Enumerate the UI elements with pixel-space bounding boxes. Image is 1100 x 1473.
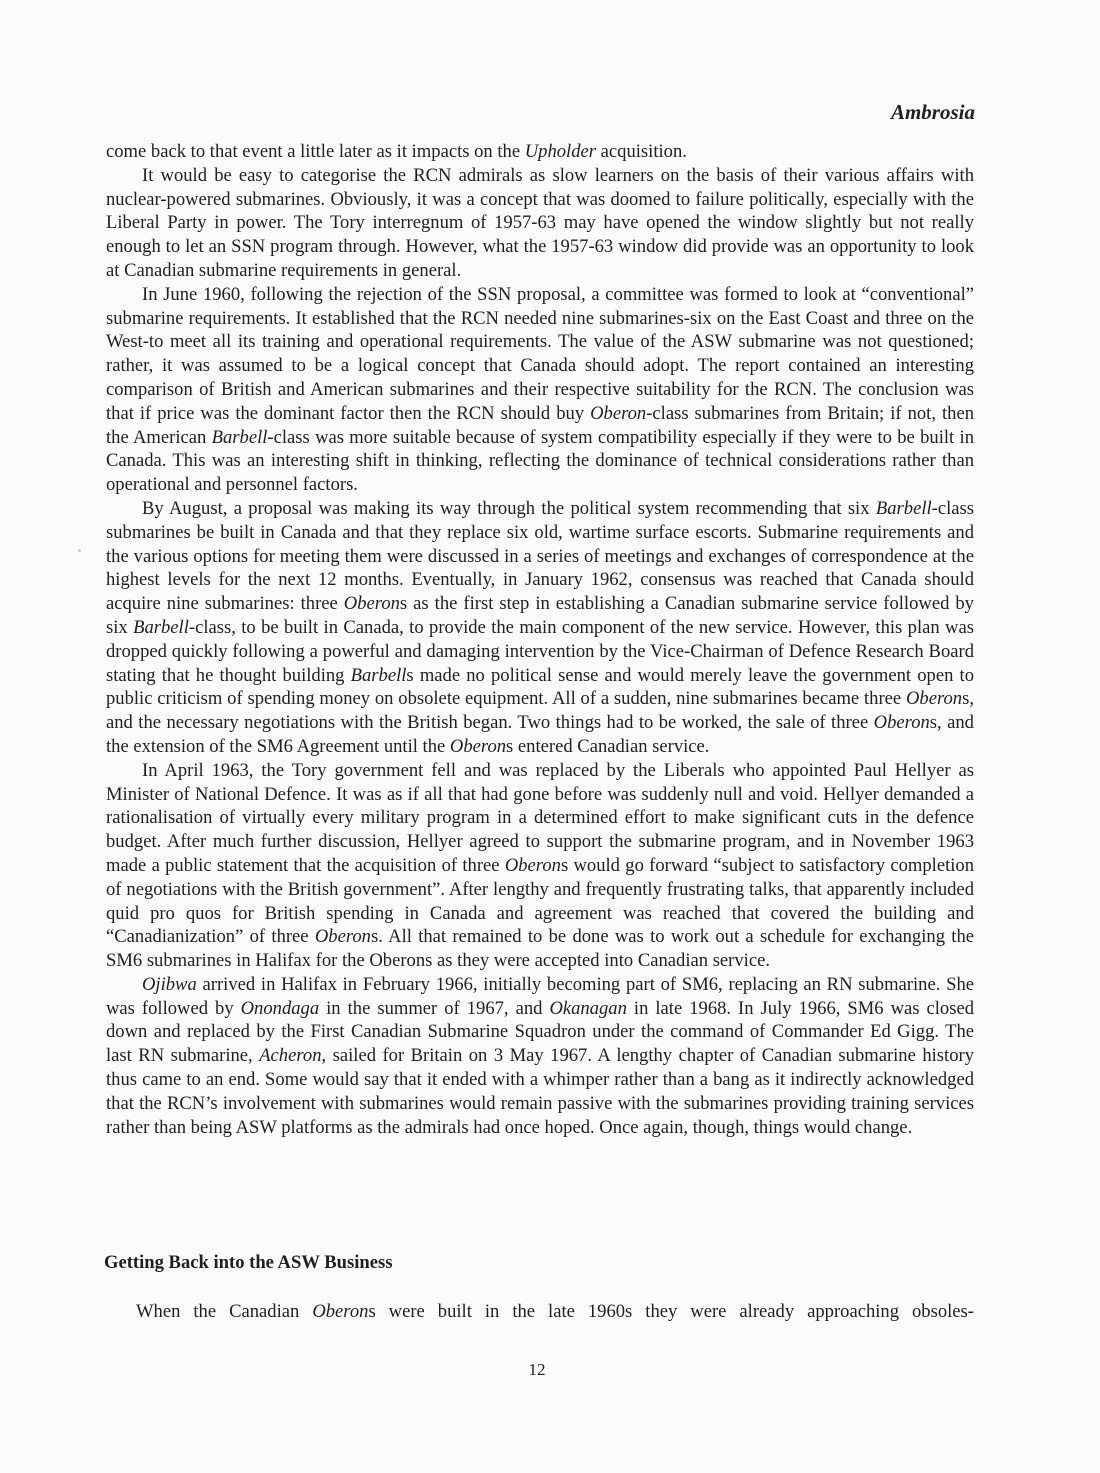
text-run: acquisition. (596, 141, 687, 162)
body-text (106, 140, 974, 1139)
text-run: By August, a proposal was making its way through the political system recommending that six (142, 497, 876, 519)
text-run: It would be easy to categorise the RCN admirals as slow learners on the basis of their various affairs with nuclear-powered submarines. Obviously, it was a concept that was doomed to failure politically, especially with the Liberal Party in power. The Tory interregnum of 1957-63 may have opened the window slightly but not really enough to let an SSN program through. However, what the 1957-63 window did provide was an opportunity to look at Canadian submarine requirements in general. (106, 164, 974, 281)
italic-title-run: Upholder (524, 141, 597, 162)
text-run: come back to that event a little later as it impacts on the (106, 141, 525, 162)
italic-title-run: Onondaga (240, 997, 320, 1019)
text-run: s were built in the late 1960s they were already approaching obsoles- (368, 1301, 974, 1322)
italic-title-run: Ojibwa (142, 973, 197, 995)
italic-title-run: Okanagan (549, 997, 627, 1019)
text-run: s made no political sense and would merely leave the government open to public criticism of spending money on obsolete equipment. All of a sudden, nine submarines became three (106, 664, 974, 710)
italic-title-run: Oberon (504, 854, 561, 876)
text-run: s. All that remained to be done was to work out a schedule for exchanging the SM6 submarines in Halifax for the Oberons as they were accepted into Canadian service. (106, 926, 974, 972)
text-run: in late 1968. In July 1966, SM6 was closed down and replaced by the First Canadian Submarine Squadron under the command of Commander Ed Gigg. The last RN submarine, (106, 997, 974, 1067)
italic-title-run: Oberon (314, 926, 371, 948)
section-heading: Getting Back into the ASW Business (104, 1252, 393, 1273)
text-run: s as the first step in establishing a Canadian submarine service followed by six (106, 593, 974, 638)
italic-title-run: Barbell (350, 664, 407, 686)
text-run: in the summer of 1967, and (319, 997, 550, 1019)
paragraph (106, 283, 974, 497)
italic-title-run: Barbell (211, 426, 268, 448)
text-run: In April 1963, the Tory government fell and was replaced by the Liberals who appointed Paul Hellyer as Minister of National Defence. It was as if all that had gone before was suddenly null and void. Hellyer demanded a rationalisation of virtually every military program in a determined effort to make significant cuts in the defence budget. After much further discussion, Hellyer agreed to support the submarine program, and in November 1963 made a public statement that the acquisition of three (106, 759, 974, 876)
paragraph (106, 973, 974, 1140)
text-run: -class submarines be built in Canada and that they replace six old, wartime surface escorts. Submarine requirements and the various options for meeting them were discussed in a series of meetings and exchanges of correspondence at the highest levels for the next 12 months. Eventually, in January 1962, consensus was reached that Canada should acquire nine submarines: three (106, 497, 974, 615)
italic-title-run: Acheron (259, 1045, 322, 1067)
italic-title-run: Oberon (905, 688, 963, 710)
text-run: s would go forward “subject to satisfactory completion of negotiations with the British government”. After lengthy and frequently frustrating talks, that apparently included quid pro quos for British spending in Canada and agreement was reached that covered the building and “Canadianization” of three (106, 854, 974, 948)
italic-title-run: Barbell (875, 497, 932, 519)
scan-speck (78, 549, 81, 552)
paragraph (106, 164, 974, 283)
text-run: -class, to be built in Canada, to provide the main component of the new service. However, this plan was dropped quickly following a powerful and damaging intervention by the Vice-Chairman of Defence Research Board stating that he thought building (106, 616, 974, 686)
page-number: 12 (528, 1360, 546, 1379)
running-head: Ambrosia (890, 100, 975, 124)
italic-title-run: Oberon (312, 1301, 369, 1322)
text-run: -class was more suitable because of system compatibility especially if they were to be built in Canada. This was an interesting shift in thinking, reflecting the dominance of technical considerations rather than operational and personnel factors. (106, 426, 974, 496)
text-run: s entered Canadian service. (506, 735, 710, 757)
text-run: s, and the necessary negotiations with the British began. Two things had to be worked, the sale of three (106, 688, 974, 734)
text-run: In June 1960, following the rejection of the SSN proposal, a committee was formed to look at “conventional” submarine requirements. It established that the RCN needed nine submarines-six on the East Coast and three on the West-to meet all its training and operational requirements. The value of the ASW submarine was not questioned; rather, it was assumed to be a logical concept that Canada should adopt. The report contained an interesting comparison of British and American submarines and their respective suitability for the RCN. The conclusion was that if price was the dominant factor then the RCN should buy (106, 283, 974, 424)
italic-title-run: Oberon (590, 402, 647, 424)
text-run: -class submarines from Britain; if not, then the American (106, 402, 974, 448)
italic-title-run: Barbell (133, 616, 189, 638)
paragraph-continued (106, 140, 974, 164)
text-run: s, and the extension of the SM6 Agreement until the (106, 712, 974, 757)
paragraph (106, 497, 974, 759)
italic-title-run: Oberon (449, 735, 507, 757)
paragraph (106, 759, 974, 973)
text-run: , sailed for Britain on 3 May 1967. A lengthy chapter of Canadian submarine history thus came to an end. Some would say that it ended with a whimper rather than a bang as it indirectly acknowledged that the RCN’s involvement with submarines would remain passive with the submarines providing training services rather than being ASW platforms as the admirals had once hoped. Once again, though, things would change. (106, 1045, 974, 1138)
section-first-line (106, 1300, 974, 1324)
text-run: When the Canadian (136, 1301, 313, 1322)
italic-title-run: Oberon (343, 593, 400, 615)
text-run: arrived in Halifax in February 1966, initially becoming part of SM6, replacing an RN submarine. She was followed by (106, 973, 974, 1019)
italic-title-run: Oberon (873, 712, 930, 734)
